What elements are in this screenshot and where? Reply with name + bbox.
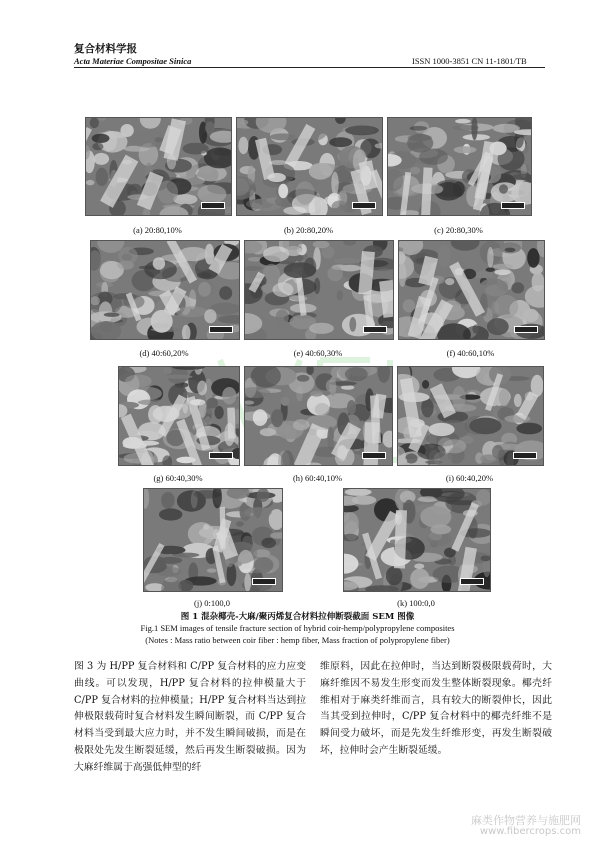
panel-label: (c) 20:80,30% bbox=[434, 225, 483, 235]
panel-label: (f) 40:60,10% bbox=[446, 348, 495, 358]
figure-caption-en: Fig.1 SEM images of tensile fracture section of hybrid coir-hemp/polypropylene composites bbox=[140, 623, 455, 633]
figure-caption-cn: 图 1 混杂椰壳-大麻/聚丙烯复合材料拉伸断裂截面 SEM 图像 bbox=[180, 612, 415, 622]
panel-label: (b) 20:80,20% bbox=[283, 225, 334, 235]
figure-caption-note: (Notes : Mass ratio between coir fiber : hemp fiber, Mass fraction of polypropylene fiber) bbox=[145, 635, 450, 645]
scale-bar bbox=[201, 202, 225, 209]
sem-image-panel bbox=[387, 117, 532, 216]
watermark-site-url: www.fibercrops.com bbox=[479, 826, 581, 837]
scale-bar bbox=[514, 326, 538, 333]
body-text-left-column: 图 3 为 H/PP 复合材料和 C/PP 复合材料的应力应变曲线。可以发现，H/PP 复合材料的拉伸模量大于 C/PP 复合材料的拉伸模量；H/PP 复合材料当达到拉伸极限载荷时复合材料发生瞬间断裂，而 C/PP 复合材料当受到最大应力时，并不发生瞬间破损，而是在极限处先发生断裂延缓，然后再发生断裂破损。因为大麻纤维属于高强低伸型的纤 bbox=[74, 661, 306, 773]
panel-label: (g) 60:40,30% bbox=[153, 473, 203, 483]
scale-bar bbox=[209, 452, 233, 459]
scale-bar bbox=[252, 578, 276, 585]
body-text-right-column: 维原料，因此在拉伸时，当达到断裂极限载荷时，大麻纤维因不易发生形变而发生整体断裂现象。椰壳纤维相对于麻类纤维而言，具有较大的断裂伸长，因此当其受到拉伸时，C/PP 复合材料中的椰壳纤维不是瞬间受力破坏，而是先发生纤维形变，再发生断裂破坏，拉伸时会产生断裂延缓。 bbox=[320, 661, 552, 756]
sem-image-panel bbox=[398, 240, 545, 340]
panel-label: (e) 40:60,30% bbox=[293, 348, 343, 358]
scale-bar bbox=[363, 326, 387, 333]
sem-image-panel bbox=[118, 366, 240, 466]
sem-image-panel bbox=[85, 117, 232, 216]
journal-title-en: Acta Materiae Compositae Sinica bbox=[74, 56, 192, 66]
scale-bar bbox=[513, 452, 537, 459]
scale-bar bbox=[460, 578, 484, 585]
sem-image-panel bbox=[143, 488, 283, 592]
panel-label: (h) 60:40,10% bbox=[292, 473, 343, 483]
scale-bar bbox=[501, 202, 525, 209]
watermark-site-name: 麻类作物营养与施肥网 bbox=[471, 814, 581, 827]
header-rule bbox=[74, 67, 545, 68]
panel-label: (i) 60:40,20% bbox=[445, 473, 494, 483]
sem-image-panel bbox=[397, 366, 544, 466]
sem-image-panel bbox=[244, 366, 393, 466]
scale-bar bbox=[362, 452, 386, 459]
panel-label: (d) 40:60,20% bbox=[139, 348, 189, 358]
issn-cn-number: ISSN 1000-3851 CN 11-1801/TB bbox=[412, 56, 527, 66]
sem-image-panel bbox=[90, 240, 240, 340]
scale-bar bbox=[352, 202, 376, 209]
scale-bar bbox=[209, 326, 233, 333]
panel-label: (a) 20:80,10% bbox=[133, 225, 182, 235]
sem-image-panel bbox=[343, 488, 491, 592]
journal-title-cn: 复合材料学报 bbox=[74, 43, 137, 55]
sem-image-panel bbox=[244, 240, 394, 340]
panel-label: (k) 100:0,0 bbox=[397, 598, 435, 608]
panel-label: (j) 0:100,0 bbox=[194, 598, 230, 608]
sem-image-panel bbox=[236, 117, 383, 216]
